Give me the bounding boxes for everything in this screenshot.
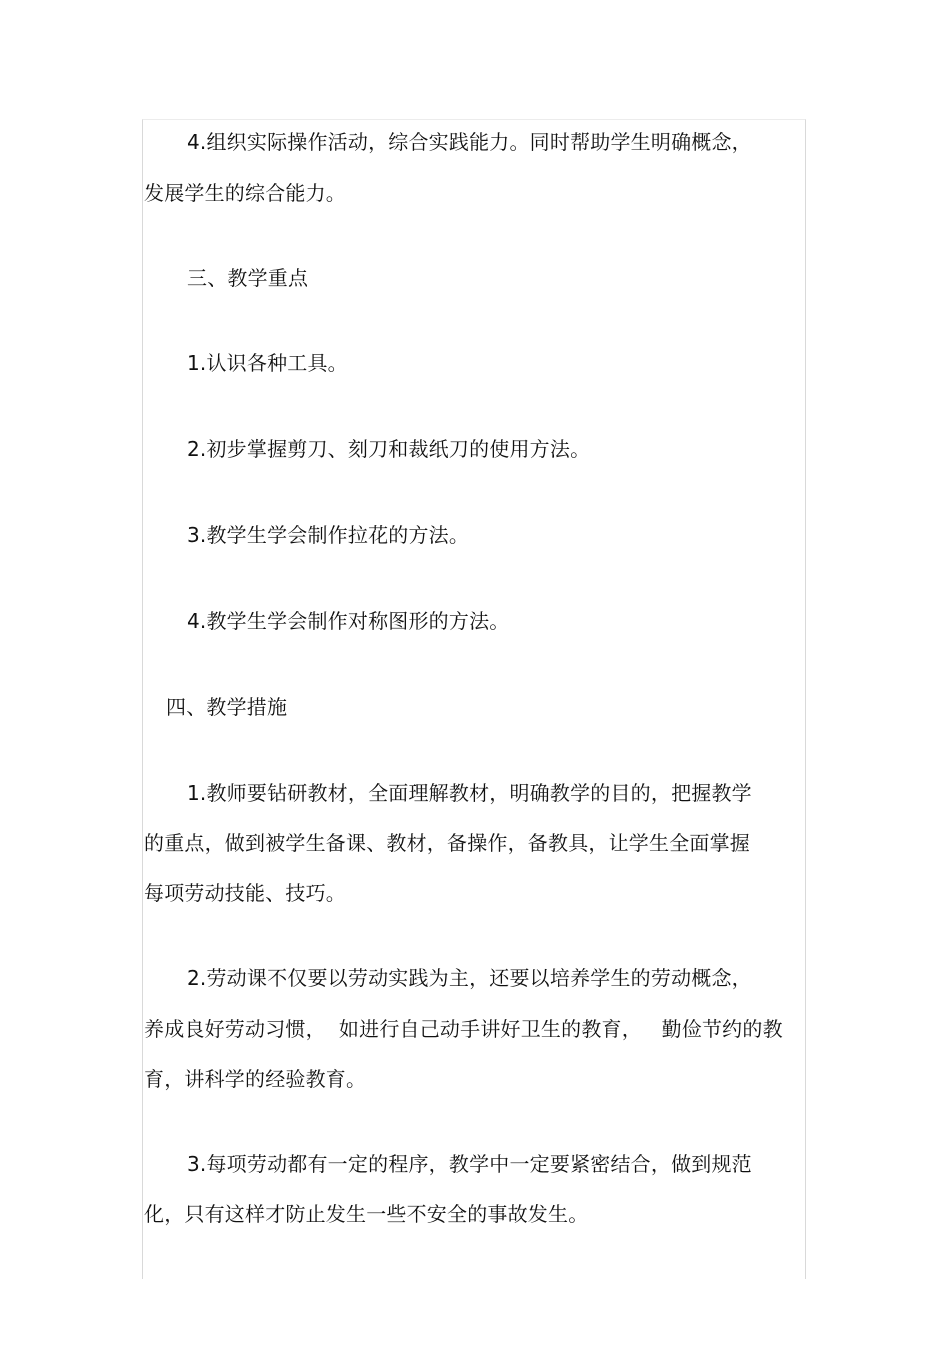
measure-2-line-1: 2.劳动课不仅要以劳动实践为主，还要以培养学生的劳动概念， (187, 966, 752, 990)
section-heading-teaching-measures: 四、教学措施 (166, 695, 288, 719)
measure-1-line-2: 的重点，做到被学生备课、教材，备操作，备教具，让学生全面掌握 (144, 831, 750, 855)
focus-item-4: 4.教学生学会制作对称图形的方法。 (187, 609, 510, 633)
focus-item-3: 3.教学生学会制作拉花的方法。 (187, 523, 470, 547)
measure-3-line-2: 化，只有这样才防止发生一些不安全的事故发生。 (144, 1202, 589, 1226)
measure-1-line-3: 每项劳动技能、技巧。 (144, 881, 346, 905)
focus-item-2: 2.初步掌握剪刀、刻刀和裁纸刀的使用方法。 (187, 437, 591, 461)
measure-2-line-2: 养成良好劳动习惯， 如进行自己动手讲好卫生的教育， 勤俭节约的教 (144, 1017, 783, 1041)
section-heading-teaching-focus: 三、教学重点 (187, 266, 309, 290)
measure-3-line-1: 3.每项劳动都有一定的程序，教学中一定要紧密结合，做到规范 (187, 1152, 752, 1176)
paragraph-4-line-1: 4.组织实际操作活动，综合实践能力。同时帮助学生明确概念， (187, 130, 752, 154)
measure-1-line-1: 1.教师要钻研教材，全面理解教材，明确教学的目的，把握教学 (187, 781, 752, 805)
paragraph-4-line-2: 发展学生的综合能力。 (144, 181, 346, 205)
measure-2-line-3: 育，讲科学的经验教育。 (144, 1067, 367, 1091)
focus-item-1: 1.认识各种工具。 (187, 351, 348, 375)
